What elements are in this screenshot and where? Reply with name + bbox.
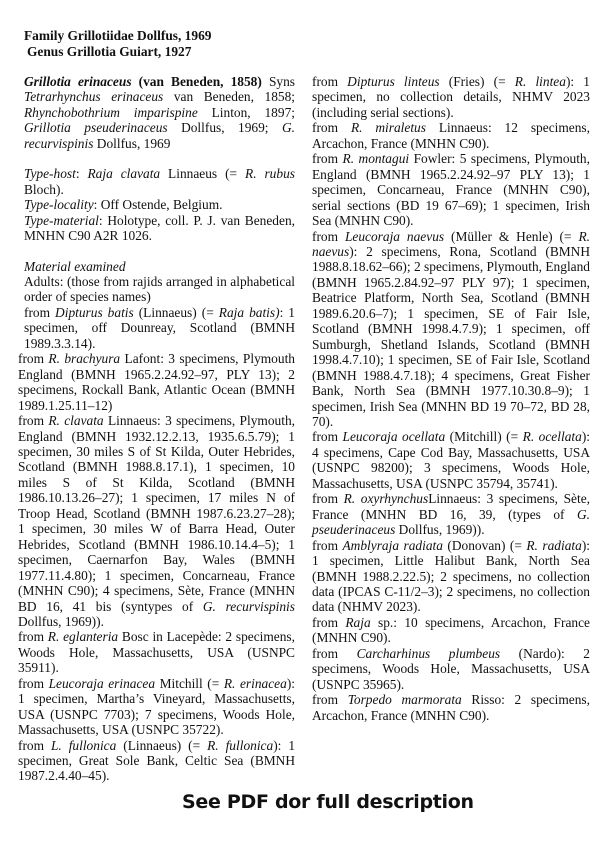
type-host-name: Raja clavata bbox=[87, 166, 161, 182]
material-entry bbox=[18, 738, 295, 784]
type-locality-text: : Off Ostende, Belgium. bbox=[93, 197, 223, 213]
see-pdf-note: See PDF dor full description bbox=[182, 791, 474, 813]
entry-host: Carcharhinus plumbeus bbox=[356, 645, 501, 661]
entry-prefix: from bbox=[312, 151, 343, 167]
type-locality-label: Type-locality bbox=[24, 197, 94, 213]
entry-host: Torpedo marmorata bbox=[347, 692, 462, 708]
entry-synonym: R. ocellata bbox=[522, 429, 582, 445]
entry-text: ): 1 specimen, Martha’s Vineyard, Massachusetts, USA (USNPC 7703); 7 specimens, Woods Hole, Massachusetts, USA (USNPC 35722). bbox=[18, 675, 295, 738]
entry-text: Linnaeus: 3 specimens, Plymouth, England (BMNH 1932.12.2.13, 1935.6.5.79); 1 specimen, 30 miles S of St Kilda, Outer Hebrides, Scotland (BMNH 1988.8.17.1), 1 specimen, 10 miles S of St Kilda, Scotland (BMNH 1986.10.13.26–27); 1 specimen, 17 miles N of Troop Head, Scotland (BMNH 1987.6.23.27–28); 1 specimen, 30 miles W of Barra Head, Outer Hebrides, Scotland (BMNH 1986.10.14.4–5); 1 specimen, Caernarfon Bay, Wales (BMNH 1977.11.4.80); 1 specimen, Concarneau, France (MNHN C90); 4 specimens, Sète, France (MNHN BD 16, 41 bis (syntypes of bbox=[18, 413, 295, 614]
type-locality bbox=[24, 197, 295, 212]
syns-label: Syns bbox=[261, 74, 295, 89]
entry-synonym: R. naevus bbox=[312, 228, 590, 259]
entry-text: Risso: 2 specimens, Arcachon, France (MNHN C90). bbox=[312, 692, 590, 723]
entry-text: : 1 specimen, off Dounreay, Scotland (BMNH 1989.3.3.14). bbox=[24, 304, 296, 351]
material-entry bbox=[312, 74, 590, 120]
entry-mid: (Linnaeus) (= bbox=[133, 304, 219, 320]
material-entry bbox=[312, 229, 590, 430]
material-entry bbox=[312, 692, 590, 723]
material-heading-text: Material examined bbox=[24, 258, 126, 274]
entry-text: Lafont: 3 specimens, Plymouth England (BMNH 1965.2.24.92–97, PLY 13); 2 specimens, Rockall Bank, Atlantic Ocean (BMNH 1989.1.25.11–12) bbox=[18, 351, 295, 413]
material-entry bbox=[24, 305, 295, 351]
entry-mid: (Fries) (= bbox=[439, 74, 515, 89]
entry-host: Leucoraja naevus bbox=[344, 228, 445, 244]
entry-tail-italic: G. recurvispinis bbox=[202, 598, 295, 614]
material-entry bbox=[312, 120, 590, 151]
type-host-label: Type-host bbox=[24, 166, 76, 182]
species-authority: (van Beneden, 1858) bbox=[138, 74, 262, 89]
entry-prefix: from bbox=[312, 537, 343, 553]
entry-mid: (Mitchill) (= bbox=[445, 429, 523, 445]
synonym-name: G. recurvispinis bbox=[24, 120, 295, 151]
entry-tail-italic: G. pseuderinaceus bbox=[312, 506, 590, 538]
synonym-author: Dollfus, 1969; bbox=[167, 120, 282, 136]
species-heading bbox=[24, 74, 295, 151]
entry-host: Leucoraja erinacea bbox=[48, 675, 156, 691]
entry-prefix: from bbox=[312, 692, 348, 708]
entry-prefix: from bbox=[18, 675, 49, 691]
species-name: Grillotia erinaceus bbox=[24, 74, 132, 89]
type-host-synonym: R. rubus bbox=[245, 166, 295, 182]
material-entry bbox=[312, 646, 590, 692]
left-column bbox=[18, 74, 296, 784]
family-heading: Family Grillotiidae Dollfus, 1969 bbox=[24, 28, 212, 43]
material-heading bbox=[24, 259, 295, 274]
entry-host: Dipturus batis bbox=[55, 304, 134, 320]
material-entry bbox=[312, 538, 590, 615]
entry-host: Amblyraja radiata bbox=[342, 537, 443, 553]
entry-prefix: from bbox=[312, 74, 348, 89]
material-entry bbox=[18, 676, 295, 738]
entry-prefix: from bbox=[24, 304, 56, 320]
material-entry bbox=[18, 629, 295, 675]
synonym-name: Rhynchobothrium imparispine bbox=[24, 104, 198, 120]
entry-host: Raja bbox=[345, 614, 371, 630]
material-entry bbox=[312, 429, 590, 491]
entry-synonym: R. erinacea bbox=[223, 675, 287, 691]
material-entry bbox=[312, 151, 590, 228]
type-host: Type-host: Raja clavata Linnaeus (= R. rubus Bloch). bbox=[24, 166, 295, 197]
entry-synonym: R. lintea bbox=[514, 74, 566, 89]
material-intro: Adults: (those from rajids arranged in alphabetical order of species names) bbox=[24, 273, 295, 305]
entry-text: Linnaeus: 3 specimens, Sète, France (MNHN BD 16, 39, (types of bbox=[312, 491, 590, 522]
entry-host: L. fullonica bbox=[50, 737, 117, 753]
entry-text: Fowler: 5 specimens, Plymouth, England (BMNH 1965.2.24.92–97 PLY 13); 1 specimen, Concarneau, France (MNHN C90), serial sections (BD 19 67–69); 1 specimen, Irish Sea (MNHN C90). bbox=[312, 151, 590, 229]
material-entry bbox=[18, 351, 295, 413]
entry-mid: (Donovan) (= bbox=[442, 537, 527, 553]
taxonomy-header bbox=[24, 28, 211, 59]
entry-host: R. miraletus bbox=[350, 120, 426, 136]
entry-prefix: from bbox=[312, 120, 351, 136]
entry-prefix: from bbox=[18, 629, 48, 645]
type-host-end: Bloch). bbox=[24, 181, 64, 197]
entry-text: Linnaeus: 12 specimens, Arcachon, France (MNHN C90). bbox=[312, 120, 590, 151]
entry-text: Bosc in Lacepède: 2 specimens, Woods Hole, Massachusetts, USA (USNPC 35911). bbox=[18, 629, 295, 676]
entry-prefix: from bbox=[18, 413, 49, 429]
entry-text: (Nardo): 2 specimens, Woods Hole, Massachusetts, USA (USNPC 35965). bbox=[312, 645, 590, 692]
entry-text: ): 1 specimen, no collection details, NHMV 2023 (including serial sections). bbox=[312, 74, 590, 120]
synonym-author: Linton, 1897; bbox=[197, 104, 295, 120]
synonym-author: van Beneden, 1858; bbox=[163, 89, 295, 105]
type-host-text: Linnaeus (= bbox=[160, 166, 246, 182]
entry-mid: (Linnaeus) (= bbox=[116, 737, 208, 753]
material-entry bbox=[18, 413, 295, 629]
type-material-label: Type-material bbox=[24, 212, 99, 228]
entry-host: Leucoraja ocellata bbox=[342, 429, 446, 445]
entry-host: R. brachyura bbox=[48, 351, 121, 367]
entry-prefix: from bbox=[312, 491, 344, 507]
entry-host: R. clavata bbox=[48, 413, 104, 429]
entry-host: R. montagui bbox=[342, 151, 410, 167]
entry-tail: Dollfus, 1969)). bbox=[18, 613, 104, 629]
entry-text: sp.: 10 specimens, Arcachon, France (MNHN C90). bbox=[312, 614, 590, 646]
entry-text: ): 4 specimens, Cape Cod Bay, Massachusetts, USA (USNPC 98200); 3 specimens, Woods Hole, Massachusetts, USA (USNPC 35794, 35741). bbox=[312, 429, 590, 491]
entry-host: R. eglanteria bbox=[47, 629, 119, 645]
entry-text: ): 1 specimen, Great Sole Bank, Celtic Sea (BMNH 1987.2.4.40–45). bbox=[18, 737, 296, 784]
entry-host: R. oxyrhynchus bbox=[343, 491, 429, 507]
type-material-text: : Holotype, coll. P. J. van Beneden, MNHN C90 A2R 1026. bbox=[24, 212, 295, 244]
material-entry bbox=[312, 615, 590, 646]
entry-prefix: from bbox=[312, 228, 345, 244]
entry-text: ): 2 specimens, Rona, Scotland (BMNH 1988.8.18.62–66); 2 specimens, Plymouth, England (BMNH 1965.2.84.92–97 PLY 97); 1 specimen, Beatrice Platform, North Sea, Scotland (BMNH 1989.6.20.6–7); 1 specimen, SE of Fair Isle, Scotland (BMNH 1998.4.7.9); 1 specimen, off Sumburgh, Shetland Islands, Scotland (BMNH 1998.4.7.10); 1 specimen, SE of Fair Isle, Scotland (BMNH 1988.4.7.18); 4 specimens, Great Fisher Bank, North Sea (BMNH 1977.10.30.8–9); 1 specimen, Irish Sea (MNHN BD 19 70–72, BD 28, 70). bbox=[312, 243, 590, 429]
genus-heading: Genus Grillotia Guiart, 1927 bbox=[27, 43, 192, 59]
entry-tail: Dollfus, 1969)). bbox=[395, 522, 485, 538]
synonym-author: Dollfus, 1969 bbox=[93, 135, 171, 151]
entry-mid: (Müller & Henle) (= bbox=[444, 228, 579, 244]
material-entry bbox=[312, 491, 590, 537]
right-column bbox=[312, 74, 590, 723]
synonym-name: Tetrarhynchus erinaceus bbox=[24, 89, 164, 105]
entry-prefix: from bbox=[312, 645, 357, 661]
entry-mid: Mitchill (= bbox=[155, 675, 224, 691]
type-material bbox=[24, 213, 295, 244]
entry-synonym: R. fullonica bbox=[207, 737, 274, 753]
synonym-name: Grillotia pseuderinaceus bbox=[24, 120, 168, 136]
entry-prefix: from bbox=[312, 614, 346, 630]
entry-prefix: from bbox=[312, 429, 343, 445]
entry-text: ): 1 specimen, Little Halibut Bank, North Sea (BMNH 1988.2.22.5); 2 specimens, no collection data (IPCAS C-11/2–3); 2 specimens, no collection data (NHMV 2023). bbox=[312, 537, 590, 615]
entry-prefix: from bbox=[18, 351, 49, 367]
entry-host: Dipturus linteus bbox=[347, 74, 440, 89]
entry-prefix: from bbox=[18, 737, 51, 753]
entry-synonym: Raja batis) bbox=[218, 304, 280, 320]
entry-synonym: R. radiata bbox=[526, 537, 582, 553]
